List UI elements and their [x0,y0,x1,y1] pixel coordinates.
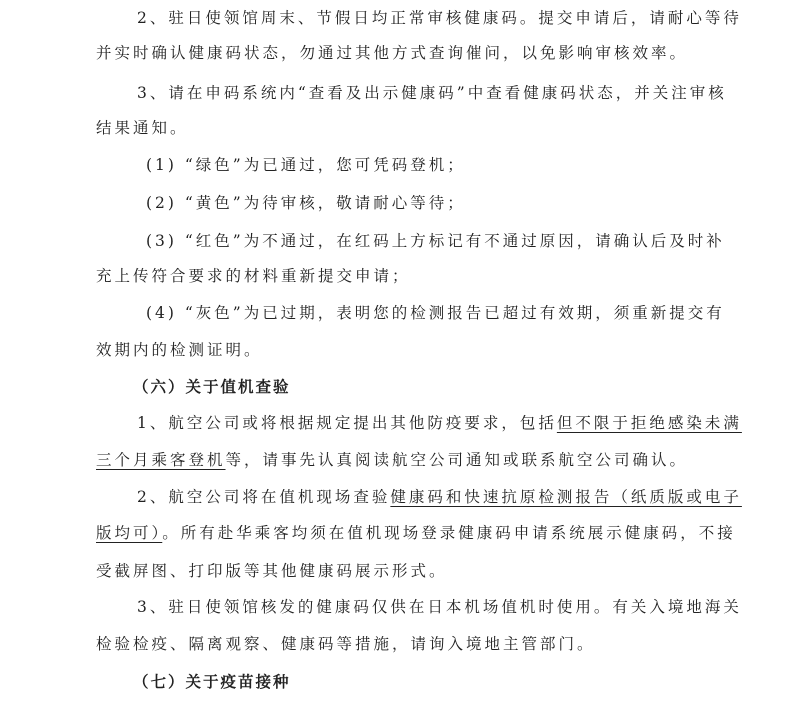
s6-item1-line2-text: 等，请事先认真阅读航空公司通知或联系航空公司确认。 [225,451,689,469]
s6-item2-underlined-text-2: 版均可） [96,524,163,542]
section7-heading: （七）关于疫苗接种 [133,672,291,691]
s6-item2-underlined-text: 健康码和快速抗原检测报告（纸质版或电子 [390,488,742,506]
status-red-line1: (3) “红色”为不通过，在红码上方标记有不通过原因，请确认后及时补 [146,232,725,250]
s6-item2-line1-text: 2、航空公司将在值机现场查验 [137,488,391,506]
s6-item3-line1: 3、驻日使领馆核发的健康码仅供在日本机场值机时使用。有关入境地海关 [137,598,742,616]
status-red-line2: 充上传符合要求的材料重新提交申请； [96,267,411,285]
s6-item1-line2 [96,450,688,470]
item2-line2: 并实时确认健康码状态，勿通过其他方式查询催问，以免影响审核效率。 [96,44,689,62]
status-green: (1) “绿色”为已通过，您可凭码登机； [146,156,466,174]
s6-item2-line3: 受截屏图、打印版等其他健康码展示形式。 [96,562,448,580]
s6-item1-underlined-text-2: 三个月乘客登机 [96,451,226,469]
s6-item1-line1 [137,413,742,433]
status-yellow: (2) “黄色”为待审核，敬请耐心等待； [146,194,466,212]
item2-line1: 2、驻日使领馆周末、节假日均正常审核健康码。提交申请后，请耐心等待 [137,9,742,27]
status-gray-line2: 效期内的检测证明。 [96,341,263,359]
s6-item3-line2: 检验检疫、隔离观察、健康码等措施，请询入境地主管部门。 [96,635,596,653]
status-gray-line1: (4) “灰色”为已过期，表明您的检测报告已超过有效期，须重新提交有 [146,304,725,322]
item3-line2: 结果通知。 [96,119,189,137]
item3-line1: 3、请在申码系统内“查看及出示健康码”中查看健康码状态，并关注审核 [137,84,727,102]
s6-item2-line1 [137,487,742,507]
s6-item1-underlined-text: 但不限于拒绝感染未满 [556,414,742,432]
s6-item2-line2-text: 。所有赴华乘客均须在值机现场登录健康码申请系统展示健康码，不接 [162,524,736,542]
s6-item2-line2 [96,523,736,543]
section6-heading: （六）关于值机查验 [133,377,291,396]
s6-item1-line1-text: 1、航空公司或将根据规定提出其他防疫要求，包括 [137,414,557,432]
